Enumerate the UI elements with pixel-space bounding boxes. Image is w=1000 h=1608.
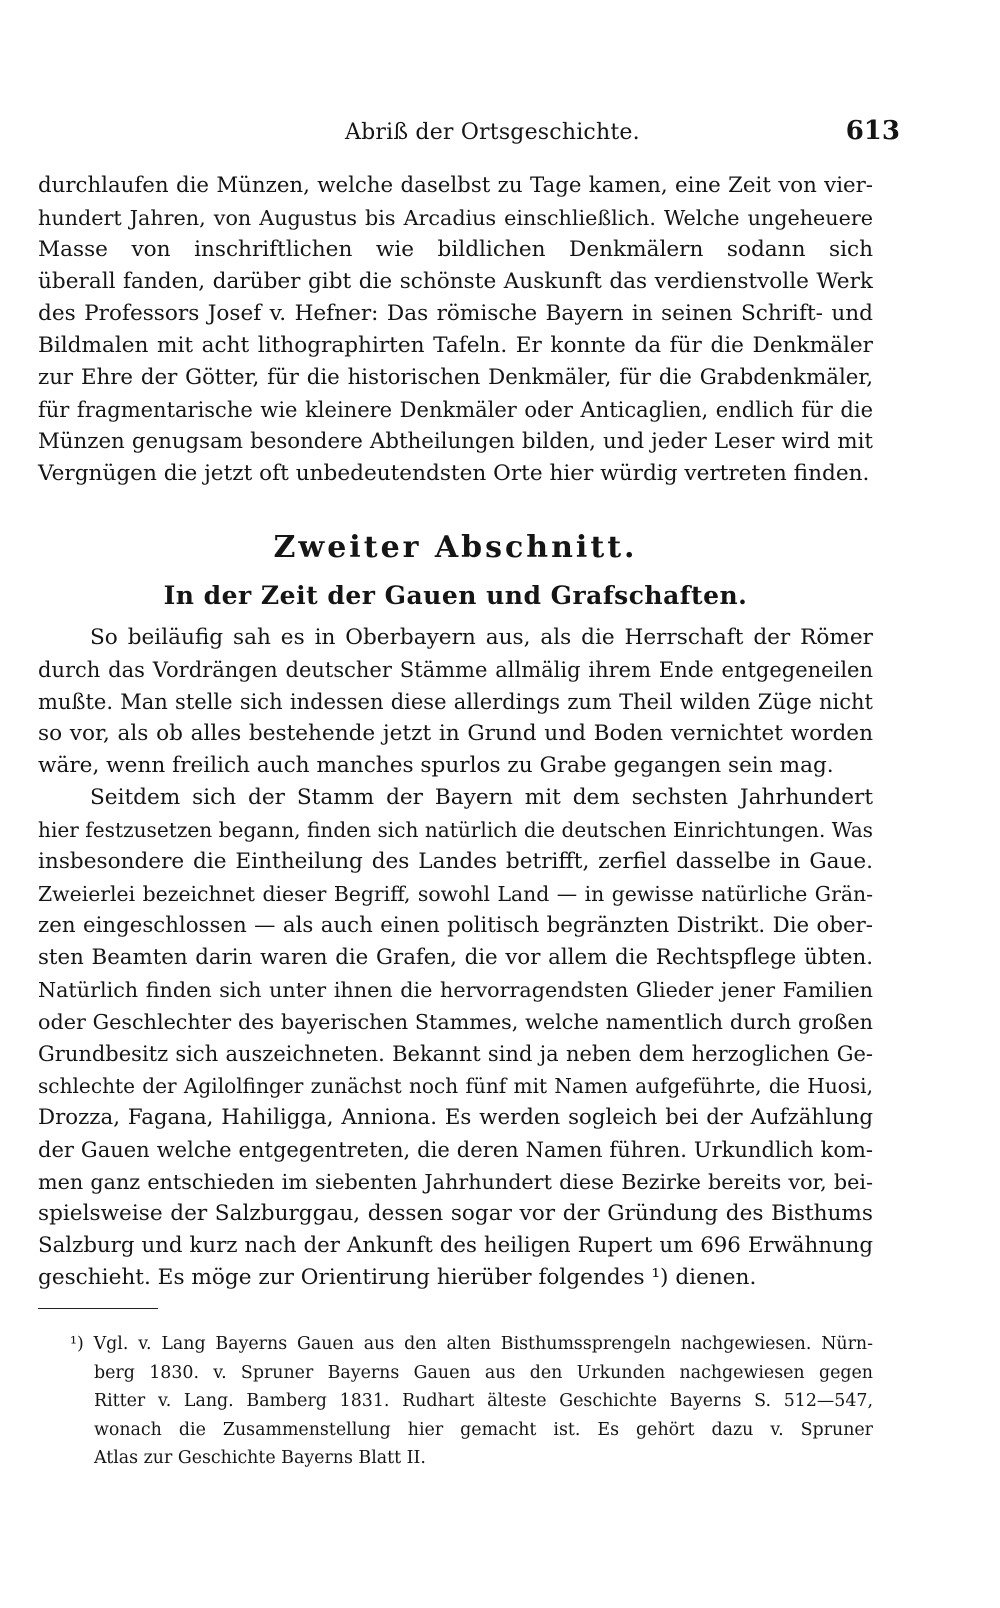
text-line: für fragmentarische wie kleinere Denkmäler oder Anticaglien, endlich für die	[38, 398, 873, 422]
text-line: zen eingeschlossen — als auch einen politisch begränzten Distrikt. Die ober-	[38, 913, 873, 938]
footnote-line: ¹) Vgl. v. Lang Bayerns Gauen aus den alten Bisthumssprengeln nachgewiesen. Nürn-	[70, 1334, 873, 1354]
text-line: mußte. Man stelle sich indessen diese allerdings zum Theil wilden Züge nicht	[38, 690, 873, 714]
paragraph-2	[38, 622, 873, 782]
section-title: Zweiter Abschnitt.	[273, 530, 638, 565]
text-line: durch das Vordrängen deutscher Stämme allmälig ihrem Ende entgegeneilen	[38, 658, 873, 682]
footnote	[70, 1330, 873, 1473]
text-line: Natürlich finden sich unter ihnen die hervorragendsten Glieder jener Familien	[38, 978, 873, 1002]
page-number: 613	[845, 116, 900, 146]
text-line: zur Ehre der Götter, für die historischen Denkmäler, für die Grabdenkmäler,	[38, 365, 873, 390]
footnote-line: berg 1830. v. Spruner Bayerns Gauen aus den Urkunden nachgewiesen gegen	[94, 1362, 873, 1383]
footnote-line: Ritter v. Lang. Bamberg 1831. Rudhart älteste Geschichte Bayerns S. 512—547,	[94, 1391, 873, 1411]
footnote-line: Atlas zur Geschichte Bayerns Blatt II.	[94, 1448, 426, 1468]
text-line: Drozza, Fagana, Hahiligga, Anniona. Es werden sogleich bei der Aufzählung	[38, 1105, 873, 1130]
main-text	[38, 170, 873, 1294]
text-line: spielsweise der Salzburggau, dessen sogar vor der Gründung des Bisthums	[38, 1201, 873, 1226]
paragraph-1	[38, 170, 873, 490]
text-line: insbesondere die Eintheilung des Landes betrifft, zerfiel dasselbe in Gaue.	[38, 849, 873, 874]
text-line: Masse von inschriftlichen wie bildlichen Denkmälern sodann sich	[38, 237, 873, 262]
text-line: Salzburg und kurz nach der Ankunft des heiligen Rupert um 696 Erwähnung	[38, 1233, 873, 1258]
text-line: men ganz entschieden im siebenten Jahrhundert diese Bezirke bereits vor, bei-	[38, 1170, 873, 1194]
text-line: So beiläufig sah es in Oberbayern aus, als die Herrschaft der Römer	[90, 625, 873, 650]
text-line: hundert Jahren, von Augustus bis Arcadius einschließlich. Welche ungeheuere	[38, 206, 873, 230]
text-line: schlechte der Agilolfinger zunächst noch fünf mit Namen aufgeführte, die Huosi,	[38, 1074, 873, 1098]
text-line: Seitdem sich der Stamm der Bayern mit dem sechsten Jahrhundert	[90, 785, 873, 810]
text-line: Vergnügen die jetzt oft unbedeutendsten Orte hier würdig vertreten finden.	[38, 461, 870, 486]
text-line: so vor, als ob alles bestehende jetzt in Grund und Boden vernichtet worden	[38, 721, 873, 746]
text-line: sten Beamten darin waren die Grafen, die vor allem die Rechtspflege übten.	[38, 945, 873, 970]
footnote-divider	[38, 1308, 158, 1309]
text-line: Bildmalen mit acht lithographirten Tafeln. Er konnte da für die Denkmäler	[38, 333, 873, 358]
text-line: des Professors Josef v. Hefner: Das römische Bayern in seinen Schrift- und	[38, 301, 873, 326]
text-line: Zweierlei bezeichnet dieser Begriff, sowohl Land — in gewisse natürliche Grän-	[38, 882, 873, 906]
text-line: geschieht. Es möge zur Orientirung hierüber folgendes ¹) dienen.	[38, 1265, 757, 1290]
text-line: Münzen genugsam besondere Abtheilungen bilden, und jeder Leser wird mit	[38, 429, 873, 454]
text-line: hier festzusetzen begann, finden sich natürlich die deutschen Einrichtungen. Was	[38, 818, 873, 842]
text-line: Grundbesitz sich auszeichneten. Bekannt sind ja neben dem herzoglichen Ge-	[38, 1042, 873, 1066]
footnote-line: wonach die Zusammenstellung hier gemacht ist. Es gehört dazu v. Spruner	[94, 1419, 873, 1440]
text-line: der Gauen welche entgegentreten, die deren Namen führen. Urkundlich kom-	[38, 1138, 873, 1162]
running-title: Abriß der Ortsgeschichte.	[345, 120, 640, 145]
text-line: oder Geschlechter des bayerischen Stammes, welche namentlich durch großen	[38, 1010, 873, 1034]
paragraph-3	[38, 782, 873, 1294]
text-line: überall fanden, darüber gibt die schönste Auskunft das verdienstvolle Werk	[38, 269, 873, 294]
text-line: wäre, wenn freilich auch manches spurlos zu Grabe gegangen sein mag.	[38, 753, 834, 778]
section-subtitle: In der Zeit der Gauen und Grafschaften.	[163, 581, 748, 610]
text-line: durchlaufen die Münzen, welche daselbst zu Tage kamen, eine Zeit von vier-	[38, 173, 873, 198]
